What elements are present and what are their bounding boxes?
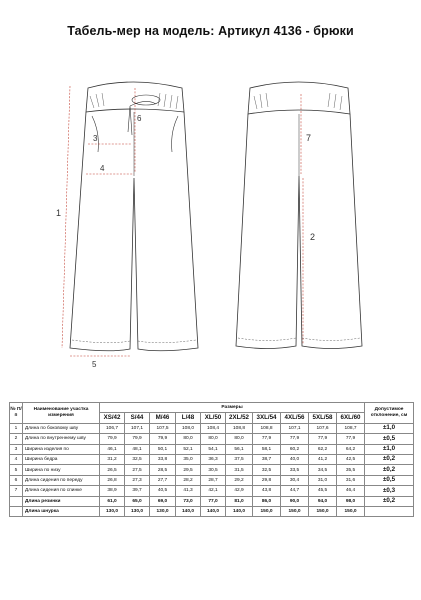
row-value: 40,5	[150, 486, 176, 496]
row-name: Длина сидения по переду	[23, 475, 100, 485]
row-num: 1	[10, 423, 23, 433]
row-value: 45,5	[309, 486, 337, 496]
size-header: M/46	[150, 413, 176, 423]
header-sizes-group: Размеры	[100, 403, 365, 413]
row-value: 42,1	[201, 486, 226, 496]
row-value: 77,9	[281, 434, 309, 444]
row-value: 43,8	[253, 486, 281, 496]
row-value: 61,0	[100, 496, 125, 506]
row-value: 60,2	[281, 444, 309, 454]
header-num: № П/п	[10, 403, 23, 424]
row-value: 106,7	[100, 423, 125, 433]
row-value: 150,0	[337, 506, 365, 516]
row-value: 77,0	[201, 496, 226, 506]
row-tolerance	[365, 506, 414, 516]
row-name: Ширина по низу	[23, 465, 100, 475]
row-value: 62,2	[309, 444, 337, 454]
row-value: 39,7	[125, 486, 150, 496]
front-label-6: 6	[137, 114, 142, 123]
row-tolerance: ±1,0	[365, 444, 414, 454]
row-value: 26,5	[100, 465, 125, 475]
front-hem-stitch	[72, 340, 196, 343]
row-value: 108,0	[176, 423, 201, 433]
back-view-drawing	[236, 82, 362, 349]
row-value: 77,9	[309, 434, 337, 444]
row-name: Длина по внутреннему шву	[23, 434, 100, 444]
row-value: 94,0	[309, 496, 337, 506]
front-view-drawing	[70, 82, 198, 351]
row-value: 58,1	[253, 444, 281, 454]
row-value: 42,9	[226, 486, 253, 496]
row-num	[10, 506, 23, 516]
size-header: 2XL/52	[226, 413, 253, 423]
row-value: 27,5	[125, 465, 150, 475]
row-num	[10, 496, 23, 506]
page-title: Табель-мер на модель: Артикул 4136 - брюки	[67, 24, 354, 38]
row-value: 108,4	[201, 423, 226, 433]
front-measure-lines	[62, 86, 135, 356]
front-waist-ribbon	[132, 95, 160, 105]
row-value: 31,0	[309, 475, 337, 485]
row-value: 38,7	[253, 454, 281, 464]
row-num: 5	[10, 465, 23, 475]
row-value: 80,0	[226, 434, 253, 444]
row-value: 98,0	[337, 496, 365, 506]
table-row	[10, 465, 414, 475]
row-value: 32,5	[125, 454, 150, 464]
row-value: 140,0	[201, 506, 226, 516]
row-tolerance: ±0,2	[365, 465, 414, 475]
row-value: 38,9	[100, 486, 125, 496]
row-num: 7	[10, 486, 23, 496]
row-value: 77,9	[253, 434, 281, 444]
row-num: 6	[10, 475, 23, 485]
row-value: 27,7	[150, 475, 176, 485]
row-value: 150,0	[309, 506, 337, 516]
size-header: S/44	[125, 413, 150, 423]
row-value: 29,8	[253, 475, 281, 485]
row-value: 108,8	[253, 423, 281, 433]
row-value: 48,1	[125, 444, 150, 454]
row-value: 108,8	[226, 423, 253, 433]
row-name: Длина по боковому шву	[23, 423, 100, 433]
row-value: 46,4	[337, 486, 365, 496]
row-value: 28,2	[176, 475, 201, 485]
row-value: 29,5	[176, 465, 201, 475]
row-value: 140,0	[226, 506, 253, 516]
row-value: 130,0	[125, 506, 150, 516]
row-tolerance: ±1,0	[365, 423, 414, 433]
size-header: L/48	[176, 413, 201, 423]
row-value: 79,9	[100, 434, 125, 444]
measure-line-1	[62, 86, 70, 348]
row-value: 28,7	[201, 475, 226, 485]
size-header: 4XL/56	[281, 413, 309, 423]
row-value: 41,3	[176, 486, 201, 496]
row-value: 64,2	[337, 444, 365, 454]
front-label-5: 5	[92, 360, 97, 369]
row-value: 107,1	[125, 423, 150, 433]
row-value: 42,5	[337, 454, 365, 464]
row-num: 3	[10, 444, 23, 454]
row-tolerance: ±0,3	[365, 486, 414, 496]
row-value: 30,4	[281, 475, 309, 485]
table-body	[10, 423, 414, 517]
row-value: 29,2	[226, 475, 253, 485]
row-value: 140,0	[176, 506, 201, 516]
row-value: 73,0	[176, 496, 201, 506]
front-label-4: 4	[100, 164, 105, 173]
row-num: 4	[10, 454, 23, 464]
back-label-2: 2	[310, 232, 316, 242]
row-name: Длина резинки	[23, 496, 100, 506]
row-value: 79,9	[125, 434, 150, 444]
row-value: 81,0	[226, 496, 253, 506]
table-row	[10, 434, 414, 444]
row-tolerance: ±0,5	[365, 434, 414, 444]
back-waistband	[248, 82, 350, 114]
table-row	[10, 486, 414, 496]
size-header: 6XL/60	[337, 413, 365, 423]
row-value: 107,6	[309, 423, 337, 433]
table-row	[10, 423, 414, 433]
row-value: 52,1	[176, 444, 201, 454]
front-drawstring	[128, 101, 156, 135]
row-value: 80,0	[201, 434, 226, 444]
table-row	[10, 475, 414, 485]
row-value: 34,5	[309, 465, 337, 475]
row-value: 69,0	[150, 496, 176, 506]
row-value: 107,1	[281, 423, 309, 433]
row-value: 33,5	[281, 465, 309, 475]
row-value: 150,0	[281, 506, 309, 516]
row-value: 130,0	[100, 506, 125, 516]
row-value: 32,5	[253, 465, 281, 475]
row-value: 33,8	[150, 454, 176, 464]
row-value: 150,0	[253, 506, 281, 516]
back-label-7: 7	[306, 133, 312, 143]
row-value: 54,1	[201, 444, 226, 454]
row-value: 90,0	[281, 496, 309, 506]
table-row	[10, 506, 414, 516]
row-value: 35,5	[337, 465, 365, 475]
row-value: 41,2	[309, 454, 337, 464]
table-row	[10, 444, 414, 454]
row-value: 36,3	[201, 454, 226, 464]
row-name: Ширина бедра	[23, 454, 100, 464]
row-value: 108,7	[337, 423, 365, 433]
row-name: Ширина изделия по	[23, 444, 100, 454]
size-header: 5XL/58	[309, 413, 337, 423]
row-value: 44,7	[281, 486, 309, 496]
row-value: 56,1	[226, 444, 253, 454]
back-waistband-gathers	[254, 93, 342, 110]
row-name: Длина сидения по спинке	[23, 486, 100, 496]
row-tolerance: ±0,5	[365, 475, 414, 485]
row-value: 28,5	[150, 465, 176, 475]
front-label-3: 3	[93, 134, 98, 143]
front-label-1: 1	[56, 208, 62, 218]
table-row	[10, 454, 414, 464]
row-value: 26,8	[100, 475, 125, 485]
row-name: Длина шнурка	[23, 506, 100, 516]
back-hem-stitch	[238, 338, 360, 341]
row-value: 40,0	[281, 454, 309, 464]
header-name: Наименование участка измерения	[23, 403, 100, 424]
row-value: 31,2	[100, 454, 125, 464]
size-table	[9, 402, 414, 517]
row-value: 37,5	[226, 454, 253, 464]
front-waistband-gathers	[90, 93, 178, 109]
row-value: 65,0	[125, 496, 150, 506]
size-header: 3XL/54	[253, 413, 281, 423]
row-value: 30,5	[201, 465, 226, 475]
row-tolerance: ±0,2	[365, 496, 414, 506]
row-value: 80,0	[176, 434, 201, 444]
row-value: 77,9	[337, 434, 365, 444]
row-tolerance: ±0,2	[365, 454, 414, 464]
row-value: 31,5	[226, 465, 253, 475]
size-header: XS/42	[100, 413, 125, 423]
row-value: 35,0	[176, 454, 201, 464]
row-value: 50,1	[150, 444, 176, 454]
row-value: 130,0	[150, 506, 176, 516]
row-value: 46,1	[100, 444, 125, 454]
row-value: 31,6	[337, 475, 365, 485]
row-value: 107,5	[150, 423, 176, 433]
table-row	[10, 496, 414, 506]
row-num: 2	[10, 434, 23, 444]
row-value: 79,9	[150, 434, 176, 444]
row-value: 86,0	[253, 496, 281, 506]
header-tolerance: Допустимое отклонение, см	[365, 403, 414, 424]
pants-technical-drawings	[0, 60, 421, 390]
size-header: XL/50	[201, 413, 226, 423]
row-value: 27,3	[125, 475, 150, 485]
